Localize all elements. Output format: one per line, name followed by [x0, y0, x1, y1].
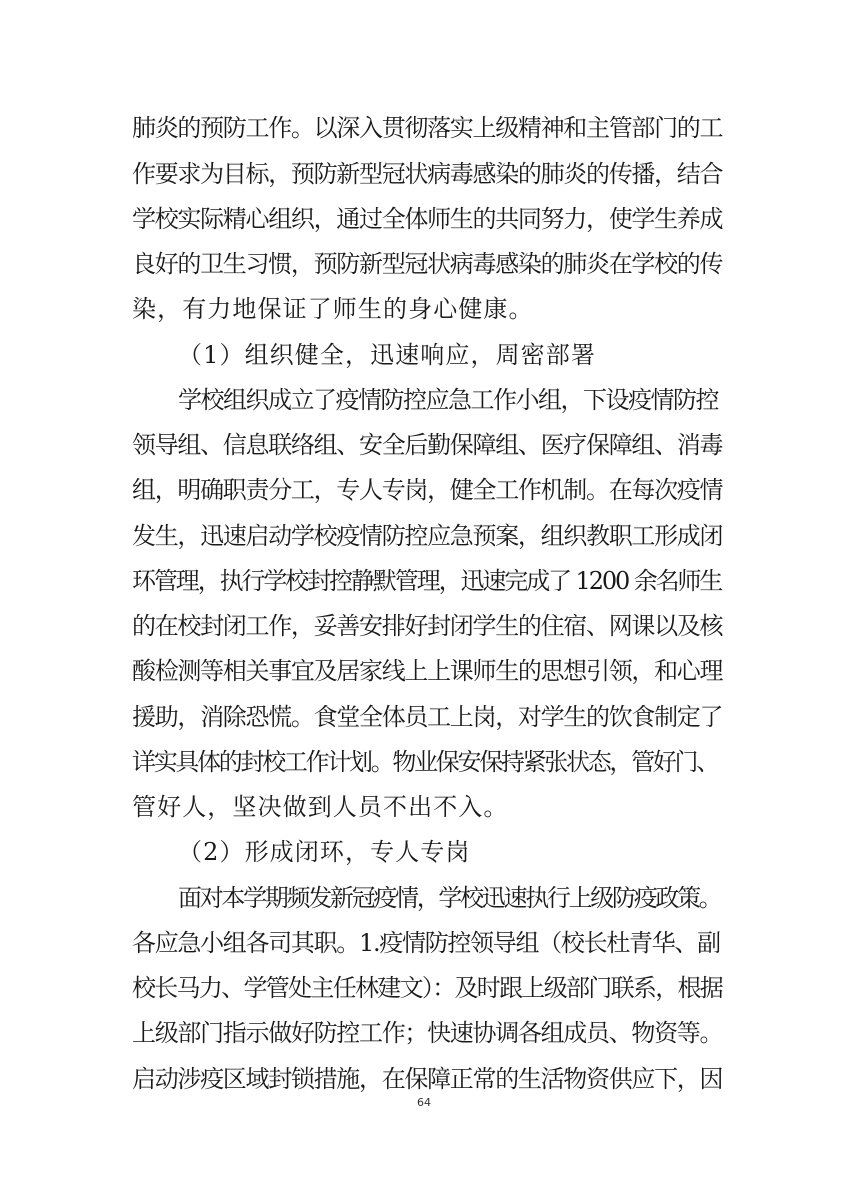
paragraph-line: 组，明确职责分工，专人专岗，健全工作机制。在每次疫情	[132, 476, 723, 504]
paragraph-line: 领导组、信息联络组、安全后勤保障组、医疗保障组、消毒	[132, 431, 723, 459]
section-heading: （2）形成闭环，专人专岗	[178, 838, 471, 866]
paragraph-line: 学校组织成立了疫情防控应急工作小组，下设疫情防控	[178, 386, 718, 414]
paragraph-line: 酸检测等相关事宜及居家线上上课师生的思想引领，和心理	[132, 657, 723, 685]
paragraph-line: 启动涉疫区域封锁措施，在保障正常的生活物资供应下，因	[132, 1065, 723, 1093]
paragraph-line: 上级部门指示做好防控工作；快速协调各组成员、物资等。	[132, 1019, 723, 1047]
paragraph-line: 作要求为目标，预防新型冠状病毒感染的肺炎的传播，结合	[132, 160, 723, 188]
paragraph-line: 发生，迅速启动学校疫情防控应急预案，组织教职工形成闭	[132, 522, 723, 550]
page-number: 64	[417, 1096, 431, 1109]
paragraph-line: 援助，消除恐慌。食堂全体员工上岗，对学生的饮食制定了	[132, 703, 723, 731]
paragraph-line: 校长马力、学管处主任林建文）：及时跟上级部门联系，根据	[132, 974, 723, 1002]
paragraph-line: 染，有力地保证了师生的身心健康。	[132, 295, 534, 323]
paragraph-line: 管好人，坚决做到人员不出不入。	[132, 793, 509, 821]
paragraph-line: 面对本学期频发新冠疫情，学校迅速执行上级防疫政策。	[178, 884, 721, 912]
paragraph-line: 环管理，执行学校封控静默管理，迅速完成了 1200 余名师生	[132, 567, 722, 595]
paragraph-line: 详实具体的封校工作计划。物业保安保持紧张状态，管好门、	[132, 748, 718, 776]
paragraph-line: 各应急小组各司其职。1.疫情防控领导组（校长杜青华、副	[132, 929, 720, 957]
paragraph-line: 肺炎的预防工作。以深入贯彻落实上级精神和主管部门的工	[132, 114, 723, 142]
paragraph-line: 良好的卫生习惯，预防新型冠状病毒感染的肺炎在学校的传	[132, 250, 723, 278]
paragraph-line: 学校实际精心组织，通过全体师生的共同努力，使学生养成	[132, 205, 723, 233]
section-heading: （1）组织健全，迅速响应，周密部署	[178, 341, 596, 369]
paragraph-line: 的在校封闭工作，妥善安排好封闭学生的住宿、网课以及核	[132, 612, 723, 640]
